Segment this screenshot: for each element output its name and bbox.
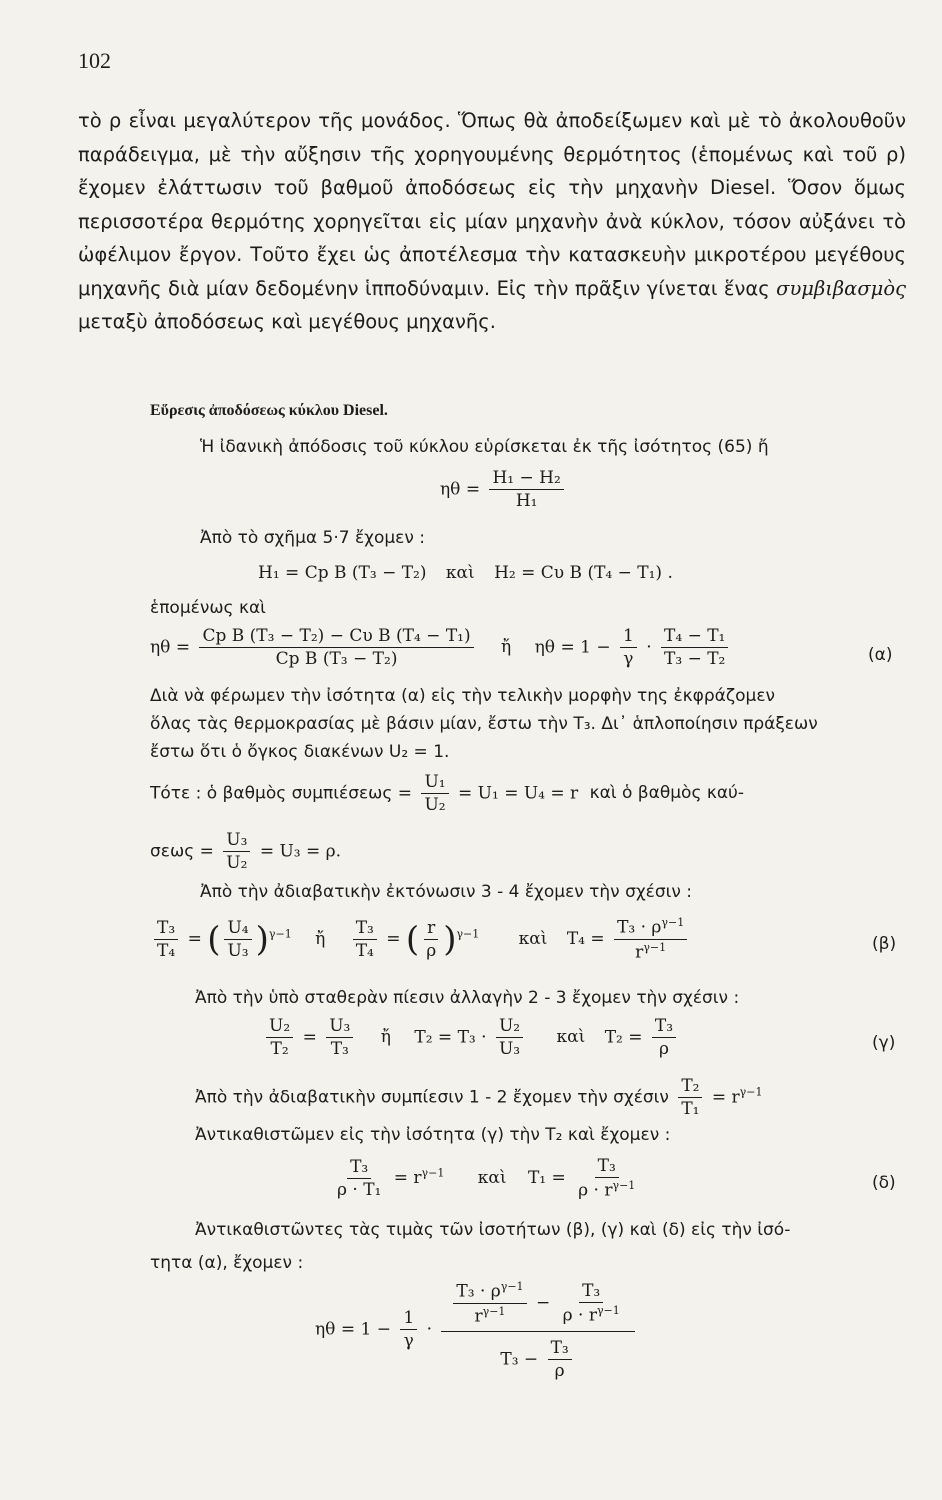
intro-paragraph [78,104,906,339]
section-heading: Εὕρεσις ἀποδόσεως κύκλου Diesel. [150,402,388,419]
text-substituting-2: τητα (α), ἔχομεν : [150,1253,304,1273]
intro-tail: μεταξὺ ἀποδόσεως καὶ μεγέθους μηχανῆς. [78,310,496,333]
eq-eta-definition: ηθ = $\frac{\text{H₁ − H₂}}{\text{H₁}}$ [440,468,568,512]
text-bring-3: ἔστω ὅτι ὁ ὄγκος διακένων U₂ = 1. [150,742,450,762]
text-hence: ἑπομένως καὶ [150,598,266,618]
label-alpha: (α) [868,645,893,665]
eq-gamma: $\frac{\text{U₂}}{\text{T₂}}$ = $\frac{\text{U₃}}{\text{T₃}}$ ἤ T₂ = T₃ · $\frac{\text{U₂}}{\text{U₃}}$ καὶ T₂ = $\frac{\text{T₃}}{\rho}$ [262,1016,680,1060]
eq-h1-h2: H₁ = Cp B (T₃ − T₂) καὶ H₂ = Cυ B (T₄ − T₁) . [258,563,673,583]
text-from-figure: Ἀπὸ τὸ σχῆμα 5·7 ἔχομεν : [200,528,425,548]
intro-text: τὸ ρ εἶναι μεγαλύτερον τῆς μονάδος. Ὅπως θὰ ἀποδείξωμεν καὶ μὲ τὸ ἀκολουθοῦν παράδειγμα, μὲ τὴν αὔξησιν τῆς χορηγουμένης θερμότητος (ἑπομένως καὶ τοῦ ρ) ἔχομεν ἐλάττωσιν τοῦ βαθμοῦ ἀποδόσεως εἰς τὴν μηχανὴν Diesel. Ὅσον ὅμως περισσοτέρα θερμότης χορηγεῖται εἰς μίαν μηχανὴν ἀνὰ κύκλον, τόσον αὐξάνει τὸ ὠφέλιμον ἔργον. Τοῦτο ἔχει ὡς ἀποτέλεσμα τὴν κατασκευὴν μικροτέρου μεγέθους μηχανῆς διὰ μίαν δεδομένην ἱπποδύναμιν. Εἰς τὴν πρᾶξιν γίνεται ἕνας [78,109,906,300]
text-substitute: Ἀντικαθιστῶμεν εἰς τὴν ἰσότητα (γ) τὴν T₂ καὶ ἔχομεν : [195,1125,671,1145]
text-substituting-1: Ἀντικαθιστῶντες τὰς τιμὰς τῶν ἰσοτήτων (β), (γ) καὶ (δ) εἰς τὴν ἰσό- [195,1220,791,1240]
label-gamma: (γ) [872,1033,896,1053]
eq-eta-final: ηθ = 1 − $\frac{1}{\gamma}$ · $\frac{T_3 \cdot \rho^{\gamma-1}}{r^{\gamma-1}}$ − $\frac{\text{T₃}}{\rho \cdot r^{\gamma-1}}$ T₃ − $\frac{\text{T₃}}{\rho}$ [315,1278,639,1382]
eq-beta: $\frac{\text{T₃}}{\text{T₄}}$ = ( $\frac{\text{U₄}}{\text{U₃}}$ )$^{\gamma-1}$ ἤ $\frac{\text{T₃}}{\text{T₄}}$ = ( $\frac{r}{\rho}$ )$^{\gamma-1}$ καὶ T₄ = $\frac{T_3 \cdot \rho^{\gamma-1}}{r^{\gamma-1}}$ [150,916,691,963]
text-bring-1: Διὰ νὰ φέρωμεν τὴν ἰσότητα (α) εἰς τὴν τελικὴν μορφὴν της ἐκφράζομεν [150,686,776,706]
eq-cutoff-ratio: σεως = $\frac{\text{U₃}}{\text{U₂}}$ = U₃ = ρ. [150,830,342,874]
eq-eta-alpha: ηθ = $\frac{\text{Cp B (T₃ − T₂) − Cυ B (T₄ − T₁)}}{\text{Cp B (T₃ − T₂)}}$ ἤ ηθ = 1 − $\frac{1}{\gamma}$ · $\frac{\text{T₄ − T₁}}{\text{T₃ − T₂}}$ [150,626,732,670]
text-const-pressure: Ἀπὸ τὴν ὑπὸ σταθερὰν πίεσιν ἀλλαγὴν 2 - 3 ἔχομεν τὴν σχέσιν : [195,988,740,1008]
text-ideal: Ἡ ἰδανικὴ ἀπόδοσις τοῦ κύκλου εὑρίσκεται ἐκ τῆς ἰσότητος (65) ἤ [200,437,769,457]
label-beta: (β) [872,934,897,954]
eq-compression-ratio: Τότε : ὁ βαθμὸς συμπιέσεως = $\frac{\text{U₁}}{\text{U₂}}$ = U₁ = U₄ = r καὶ ὁ βαθμὸς καύ- [150,772,745,816]
intro-italic-term: συμβιβασμὸς [776,276,906,300]
page-number: 102 [78,48,111,73]
text-adiabatic-expansion: Ἀπὸ τὴν ἀδιαβατικὴν ἐκτόνωσιν 3 - 4 ἔχομεν τὴν σχέσιν : [200,882,693,902]
eq-delta: $\frac{\text{T₃}}{\text{ρ · T₁}}$ = $r^{\gamma-1}$ καὶ T₁ = $\frac{\text{T₃}}{\rho \cdot r^{\gamma-1}}$ [337,1156,636,1202]
label-delta: (δ) [872,1173,896,1193]
eq-adiabatic-compression: Ἀπὸ τὴν ἀδιαβατικὴν συμπίεσιν 1 - 2 ἔχομεν τὴν σχέσιν $\frac{\text{T₂}}{\text{T₁}}$ = $r^{\gamma-1}$ [195,1076,763,1120]
text-bring-2: ὅλας τὰς θερμοκρασίας μὲ βάσιν μίαν, ἔστω τὴν T₃. Δι᾽ ἁπλοποίησιν πράξεων [150,714,818,734]
